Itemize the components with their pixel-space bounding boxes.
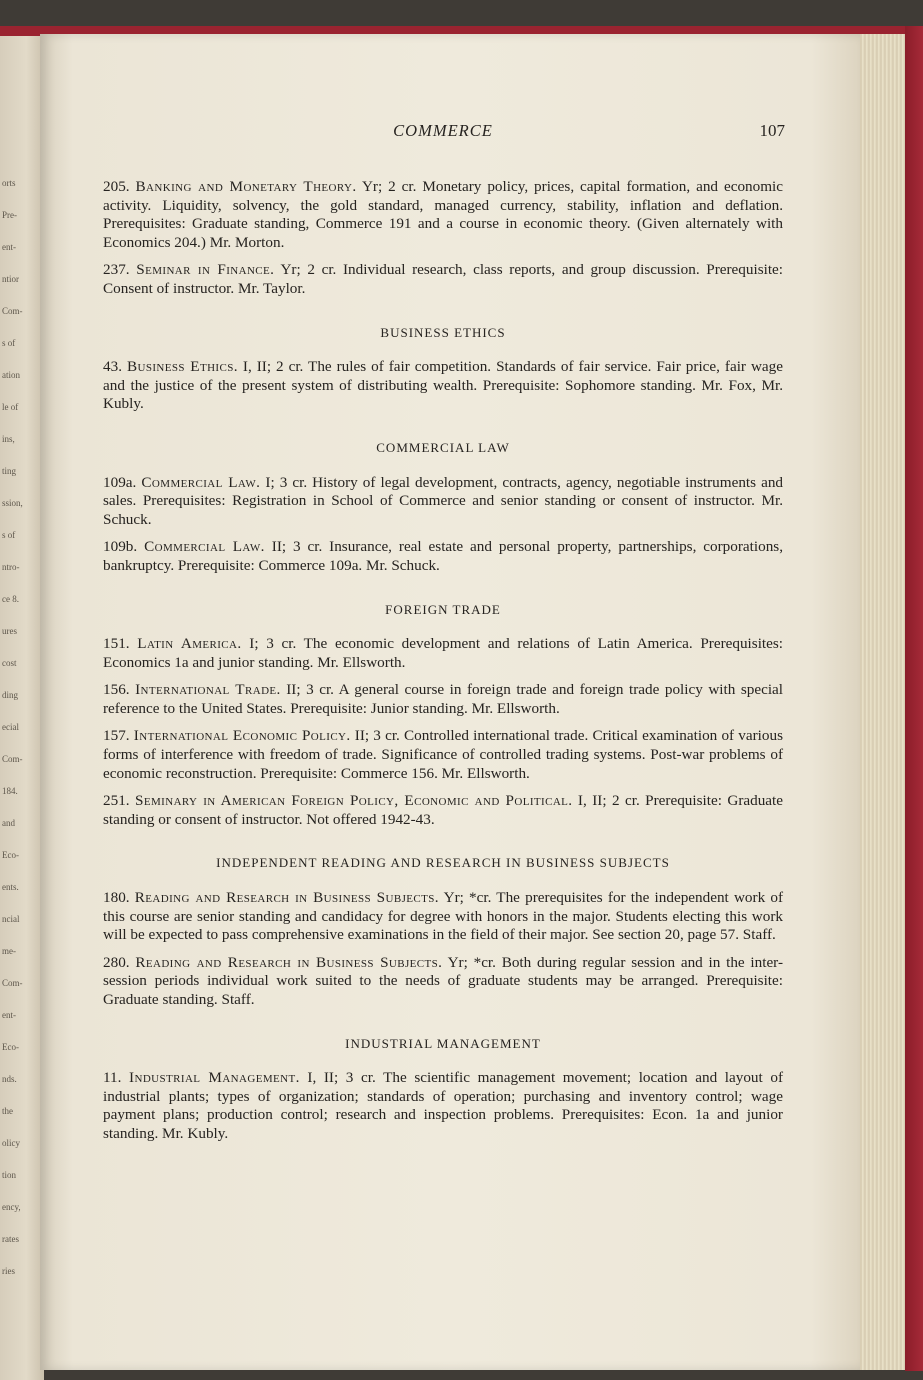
course-number: 237. [103, 261, 130, 279]
left-page-fragment: ries [2, 1266, 15, 1276]
left-page-fragment: cost [2, 658, 17, 668]
course-title: Industrial Management. [129, 1069, 300, 1087]
left-page-edge [0, 28, 44, 1380]
book-page [40, 34, 860, 1370]
course-title: Seminary in American Foreign Policy, Economic and Political. [135, 792, 573, 810]
course-title: Commercial Law. [141, 473, 261, 491]
left-page-fragment: ncial [2, 914, 20, 924]
left-page-fragment: Com- [2, 754, 23, 764]
left-page-fragment: ecial [2, 722, 19, 732]
course-number: 280. [103, 953, 130, 971]
left-page-fragment: ting [2, 466, 17, 476]
course-entry [103, 727, 783, 783]
course-title: Commercial Law. [144, 538, 265, 556]
left-page-fragment: s of [2, 530, 16, 540]
course-number: 151. [103, 635, 130, 653]
left-page-fragment: ding [2, 690, 19, 700]
section-heading: INDEPENDENT READING AND RESEARCH IN BUSINESS SUBJECTS [216, 855, 670, 871]
left-page-fragment: 184. [2, 786, 18, 796]
page-text-block [103, 122, 783, 1153]
left-page-fragment: Com- [2, 978, 23, 988]
course-entry [103, 635, 783, 672]
running-title: COMMERCE [393, 121, 493, 140]
left-page-fragment: ce 8. [2, 594, 19, 604]
page-edges [859, 34, 905, 1370]
course-description: II; 3 cr. Controlled international trade. Critical examination of various forms of interference with freedom of trade. Significance of controlled trading systems. Post-war problems of economic reconstruction. Prerequisite: Commerce 156. Mr. Ellsworth. [103, 727, 783, 782]
course-entry [103, 178, 783, 252]
left-page-fragment: tion [2, 1170, 17, 1180]
page-number: 107 [759, 121, 785, 140]
left-page-fragment: ntior [2, 274, 19, 284]
course-title: Banking and Monetary Theory. [135, 178, 357, 195]
course-description: I, II; 2 cr. The rules of fair competition. Standards of fair service. Fair price, fair wage and the justice of the present system of distributing wealth. Prerequisite: Sophomore standing. Mr. Fox, Mr. Kubly. [103, 358, 783, 413]
section-heading: FOREIGN TRADE [385, 601, 501, 617]
course-entry [103, 954, 783, 1010]
book-cover-right [905, 26, 923, 1371]
left-page-fragment: the [2, 1106, 13, 1116]
running-head [103, 122, 783, 152]
left-page-fragment: me- [2, 946, 16, 956]
course-number: 157. [103, 727, 130, 745]
left-page-fragment: ures [2, 626, 17, 636]
course-number: 109a. [103, 473, 137, 491]
section-heading: COMMERCIAL LAW [376, 439, 510, 455]
course-description: I; 3 cr. The economic development and relations of Latin America. Prerequisites: Economics 1a and junior standing. Mr. Ellsworth. [103, 635, 784, 671]
course-title: Latin America. [137, 635, 242, 653]
course-description: Yr; *cr. The prerequisites for the independent work of this course are senior standing and candidacy for degree with honors in the major. Students electing this work will be expected to pass comprehensive examinations in the field of their major. See section 20, page 57. Staff. [103, 889, 784, 944]
course-title: International Trade. [135, 681, 281, 699]
course-entry [103, 889, 783, 945]
left-page-fragment: ents. [2, 882, 19, 892]
left-page-fragment: ntro- [2, 562, 20, 572]
course-description: I, II; 2 cr. Prerequisite: Graduate standing or consent of instructor. Not offered 1942-43. [103, 792, 784, 828]
course-title: Seminar in Finance. [136, 261, 275, 279]
course-number: 11. [103, 1069, 122, 1087]
course-entry [103, 792, 783, 829]
left-page-fragment: s of [2, 338, 16, 348]
course-listing [103, 178, 783, 1144]
left-page-fragment: ency, [2, 1202, 21, 1212]
left-page-fragment: ation [2, 370, 20, 380]
left-page-fragment: olicy [2, 1138, 20, 1148]
course-number: 251. [103, 792, 130, 810]
left-page-fragment: ssion, [2, 498, 23, 508]
left-page-fragment: ent- [2, 242, 16, 252]
course-title: Business Ethics. [126, 358, 238, 376]
left-page-fragment: le of [2, 402, 19, 412]
course-entry [103, 474, 783, 530]
left-page-fragment: ent- [2, 1010, 16, 1020]
course-number: 43. [103, 358, 122, 376]
course-description: Yr; 2 cr. Individual research, class reports, and group discussion. Prerequisite: Consent of instructor. Mr. Taylor. [103, 261, 784, 297]
course-entry [103, 358, 783, 414]
course-description: I, II; 3 cr. The scientific management movement; location and layout of industrial plants; types of organization; standards of operation; purchasing and inventory control; wage payment plans; production control; research and inspection problems. Prerequisites: Econ. 1a and junior standing. Mr. Kubly. [103, 1069, 783, 1142]
course-entry [103, 261, 783, 298]
course-entry [103, 538, 783, 575]
course-entry [103, 1069, 783, 1143]
course-number: 205. [103, 178, 130, 195]
left-page-fragment: and [2, 818, 15, 828]
course-description: Yr; *cr. Both during regular session and in the inter-session periods individual work suited to the needs of graduate students may be arranged. Prerequisite: Graduate standing. Staff. [103, 953, 783, 1008]
left-page-fragment: Pre- [2, 210, 17, 220]
course-number: 109b. [103, 538, 138, 556]
course-title: Reading and Research in Business Subjects. [134, 889, 439, 907]
left-page-fragment: nds. [2, 1074, 17, 1084]
left-page-fragment: Com- [2, 306, 23, 316]
course-description: II; 3 cr. Insurance, real estate and personal property, partnerships, corporations, bankruptcy. Prerequisite: Commerce 109a. Mr. Schuck. [103, 538, 784, 574]
course-description: Yr; 2 cr. Monetary policy, prices, capital formation, and economic activity. Liquidity, solvency, the gold standard, managed currency, stability, inflation and deflation. Prerequisites: Graduate standing, Commerce 191 and a course in economic theory. (Given alternately with Economics 204.) Mr. Morton. [103, 178, 784, 251]
section-heading: INDUSTRIAL MANAGEMENT [345, 1035, 541, 1051]
left-page-fragment: ins, [2, 434, 15, 444]
section-heading: BUSINESS ETHICS [380, 324, 506, 340]
course-number: 180. [103, 889, 130, 907]
left-page-fragment: orts [2, 178, 16, 188]
course-title: Reading and Research in Business Subjects. [135, 953, 443, 971]
left-page-fragment: Eco- [2, 850, 19, 860]
left-page-fragment: rates [2, 1234, 19, 1244]
course-entry [103, 681, 783, 718]
course-description: II; 3 cr. A general course in foreign trade and foreign trade policy with special reference to the United States. Prerequisite: Junior standing. Mr. Ellsworth. [103, 681, 784, 717]
course-number: 156. [103, 681, 130, 699]
left-page-fragment: Eco- [2, 1042, 19, 1052]
course-description: I; 3 cr. History of legal development, contracts, agency, negotiable instruments and sales. Prerequisites: Registration in School of Commerce and senior standing or consent of instructor. Mr. Schuck. [103, 473, 784, 528]
course-title: International Economic Policy. [133, 727, 351, 745]
